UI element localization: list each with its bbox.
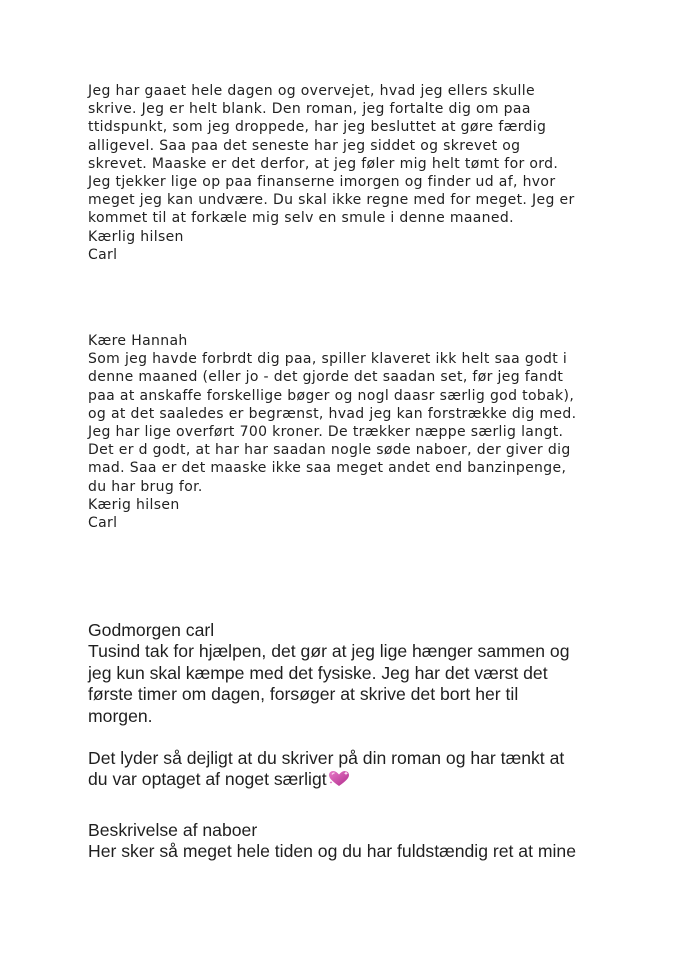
- letter-1-line: alligevel. Saa paa det seneste har jeg siddet og skrevet og: [88, 137, 521, 154]
- letter-2-line: mad. Saa er det maaske ikke saa meget andet end banzinpenge,: [88, 460, 567, 477]
- letter-2-line: Jeg har lige overført 700 kroner. De trækker næppe særlig langt.: [88, 424, 564, 441]
- reply-paragraph-2: [88, 748, 608, 791]
- reply-paragraph-3: [88, 820, 608, 863]
- letter-1-line: ttidspunkt, som jeg droppede, har jeg besluttet at gøre færdig: [88, 119, 547, 136]
- reply-line: Her sker så meget hele tiden og du har fuldstændig ret at mine: [88, 841, 577, 862]
- section-heading: Beskrivelse af naboer: [88, 820, 258, 840]
- letter-1-line: meget jeg kan undvære. Du skal ikke regne med for meget. Jeg er: [88, 192, 575, 209]
- letter-2: [88, 332, 608, 532]
- reply-line: første timer om dagen, forsøger at skrive det bort her til: [88, 684, 519, 705]
- letter-2-closing: Kærig hilsen: [88, 496, 180, 513]
- letter-1-line: skrevet. Maaske er det derfor, at jeg føler mig helt tømt for ord.: [88, 155, 559, 172]
- letter-2-signature: Carl: [88, 515, 118, 532]
- letter-2-greeting: Kære Hannah: [88, 333, 188, 349]
- reply-line: morgen.: [88, 705, 153, 726]
- letter-2-line: og at det saaledes er begrænst, hvad jeg kan forstrække dig med.: [88, 405, 577, 422]
- reply-line-text: du var optaget af noget særligt: [88, 769, 327, 790]
- letter-2-line: paa at anskaffe forskellige bøger og nogl daasr særlig god tobak),: [88, 387, 575, 404]
- letter-2-line: Det er d godt, at har har saadan nogle søde naboer, der giver dig: [88, 442, 571, 459]
- reply-paragraph-1: [88, 620, 608, 727]
- letter-1-line: Jeg har gaaet hele dagen og overvejet, hvad jeg ellers skulle: [88, 83, 535, 99]
- sparkling-heart-icon: [328, 770, 350, 788]
- reply-line: Tusind tak for hjælpen, det gør at jeg lige hænger sammen og: [88, 641, 570, 662]
- letter-1-signature: Carl: [88, 246, 118, 263]
- letter-1-line: skrive. Jeg er helt blank. Den roman, jeg fortalte dig om paa: [88, 101, 531, 118]
- letter-2-line: denne maaned (eller jo - det gjorde det saadan set, før jeg fandt: [88, 369, 564, 386]
- letter-1-closing: Kærlig hilsen: [88, 228, 184, 245]
- letter-1: [88, 82, 608, 264]
- letter-1-line: kommet til at forkæle mig selv en smule i denne maaned.: [88, 210, 514, 227]
- reply-line: jeg kun skal kæmpe med det fysiske. Jeg har det værst det: [88, 662, 548, 683]
- reply-line-with-emoji: [88, 769, 608, 790]
- reply-line: Det lyder så dejligt at du skriver på din roman og har tænkt at: [88, 748, 565, 768]
- letter-1-line: Jeg tjekker lige op paa finanserne imorgen og finder ud af, hvor: [88, 174, 556, 191]
- letter-2-line: Som jeg havde forbrdt dig paa, spiller klaveret ikk helt saa godt i: [88, 351, 568, 368]
- reply-greeting: Godmorgen carl: [88, 620, 215, 640]
- letter-2-line: du har brug for.: [88, 478, 203, 495]
